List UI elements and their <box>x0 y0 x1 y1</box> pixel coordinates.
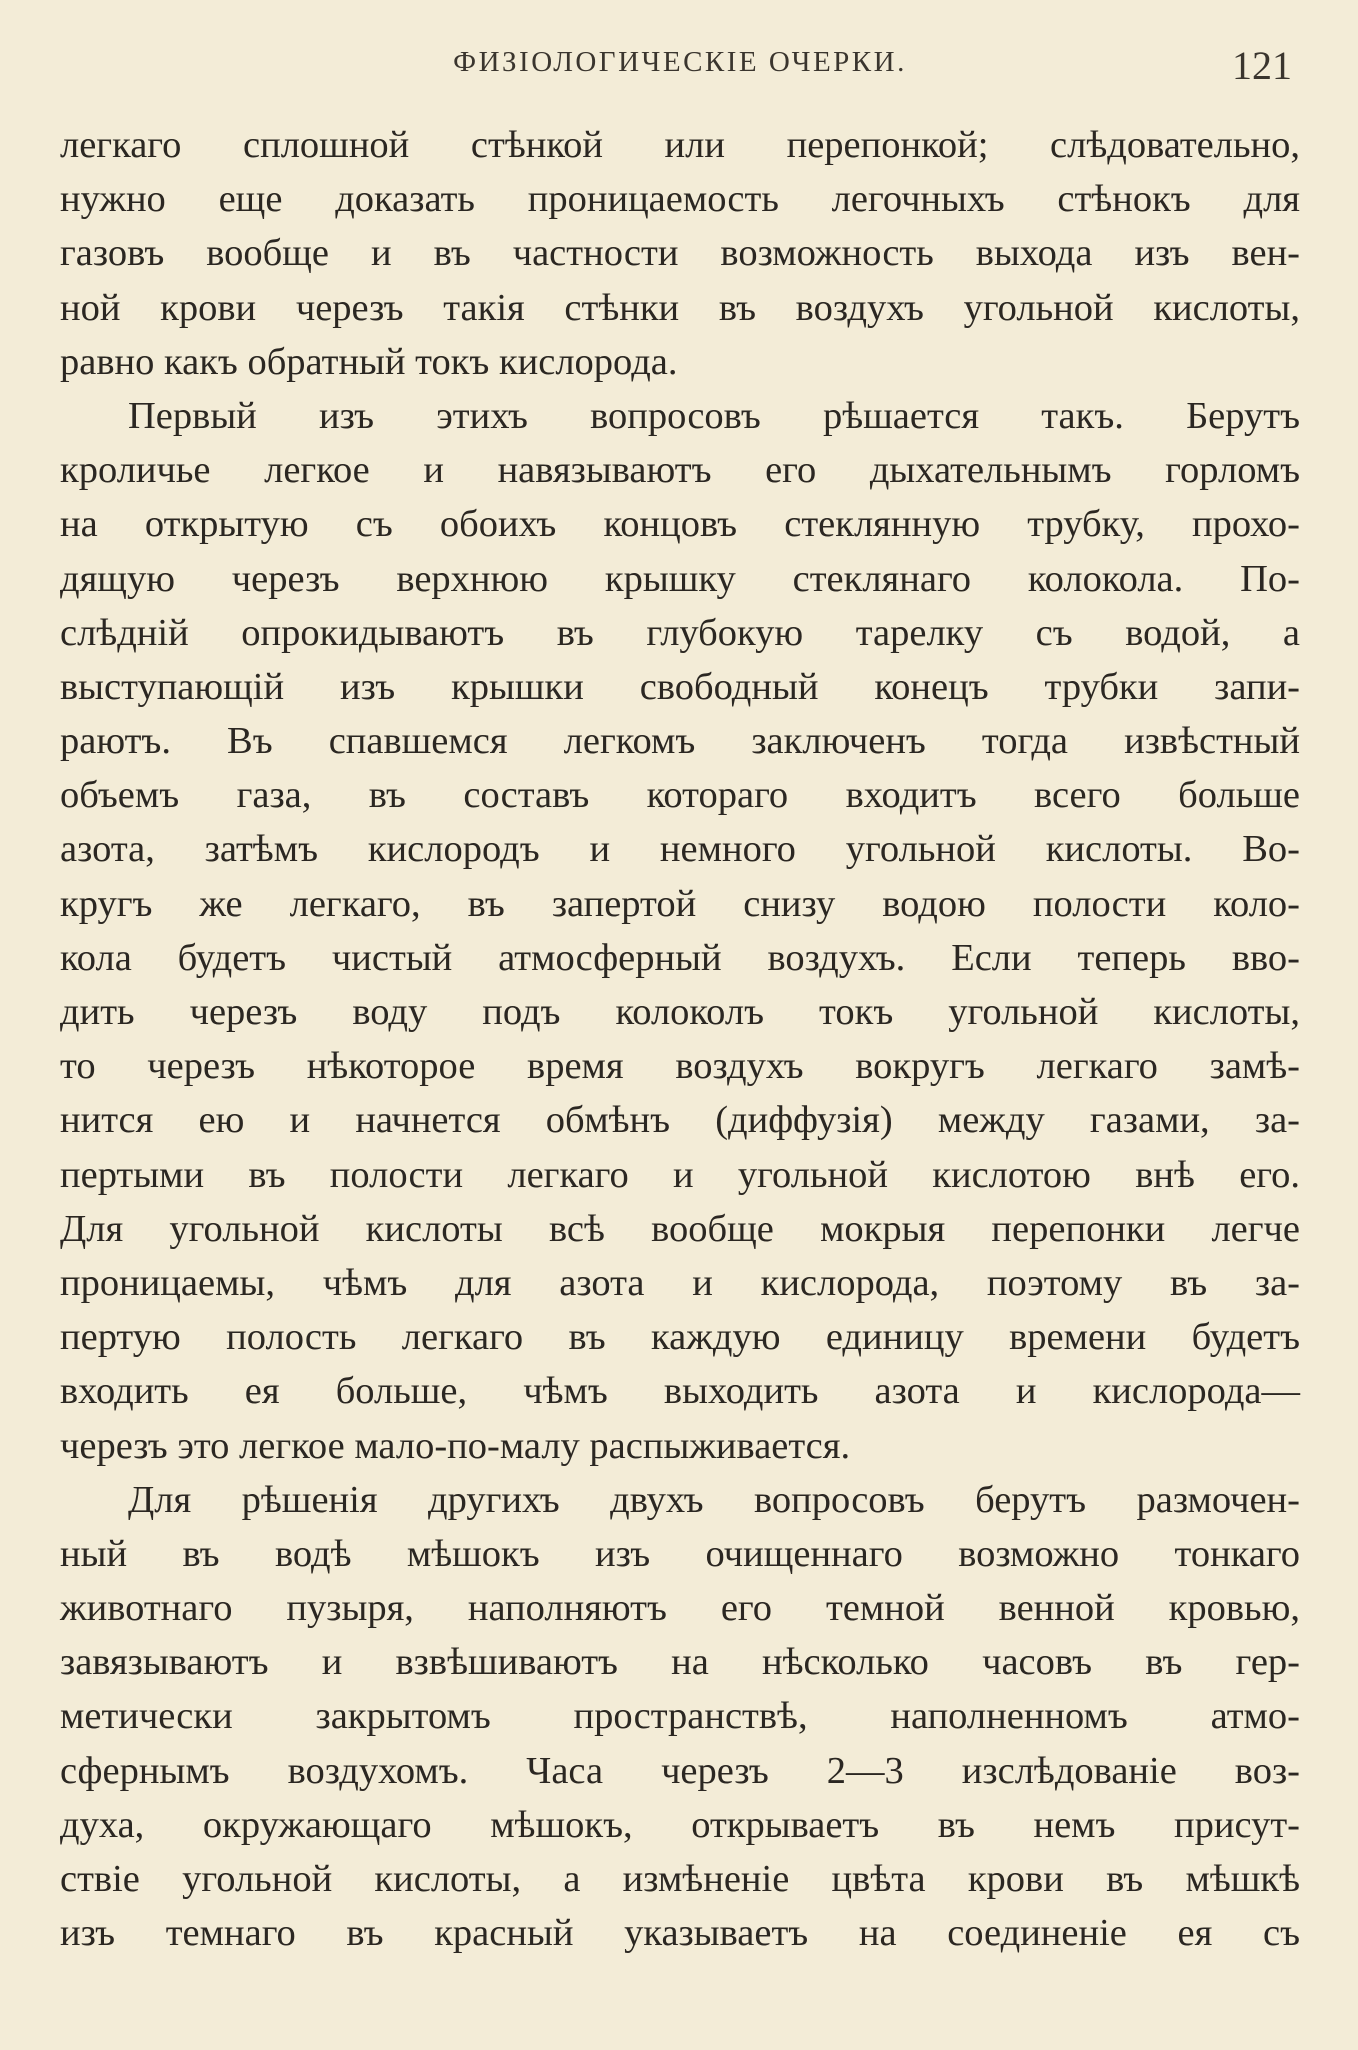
text-line: нится ею и начнется обмѣнъ (диффузiя) между газами, за- <box>60 1099 1300 1142</box>
page-number: 121 <box>1232 43 1292 88</box>
text-line: пертую полость легкаго въ каждую единицу времени будетъ <box>60 1316 1300 1359</box>
text-line: кроличье легкое и навязываютъ его дыхательнымъ горломъ <box>60 449 1300 492</box>
text-line: равно какъ обратный токъ кислорода. <box>60 340 678 383</box>
text-line: на открытую съ обоихъ концовъ стеклянную трубку, прохо- <box>60 503 1300 546</box>
text-line: проницаемы, чѣмъ для азота и кислорода, поэтому въ за- <box>60 1261 1300 1304</box>
text-line: выступающiй изъ крышки свободный конецъ трубки запи- <box>60 665 1300 708</box>
text-line: завязываютъ и взвѣшиваютъ на нѣсколько часовъ въ гер- <box>60 1641 1300 1684</box>
text-line: легкаго сплошной стѣнкой или перепонкой; слѣдовательно, <box>60 124 1300 166</box>
text-line: объемъ газа, въ составъ котораго входитъ всего больше <box>60 774 1300 817</box>
text-line: ствiе угольной кислоты, а измѣненiе цвѣта крови въ мѣшкѣ <box>60 1858 1300 1900</box>
running-title: ФИЗIОЛОГИЧЕСКIЕ ОЧЕРКИ. <box>453 46 907 78</box>
text-line: духа, окружающаго мѣшокъ, открываетъ въ немъ присут- <box>60 1803 1300 1846</box>
text-line: изъ темнаго въ красный указываетъ на соединенiе ея съ <box>60 1912 1300 1955</box>
text-line: ный въ водѣ мѣшокъ изъ очищеннаго возможно тонкаго <box>60 1532 1300 1575</box>
text-line: входить ея больше, чѣмъ выходить азота и кислорода— <box>60 1370 1300 1413</box>
text-line: нужно еще доказать проницаемость легочныхъ стѣнокъ для <box>60 178 1300 221</box>
text-line: слѣднiй опрокидываютъ въ глубокую тарелку съ водой, а <box>60 611 1300 654</box>
running-header <box>60 42 1300 92</box>
paragraph-start-line: Для рѣшенiя другихъ двухъ вопросовъ берутъ размочен- <box>128 1478 1300 1521</box>
text-line: метически закрытомъ пространствѣ, наполненномъ атмо- <box>60 1695 1300 1738</box>
text-line: ной крови черезъ такiя стѣнки въ воздухъ угольной кислоты, <box>60 286 1300 329</box>
text-line: пертыми въ полости легкаго и угольной кислотою внѣ его. <box>60 1153 1300 1196</box>
text-line: азота, затѣмъ кислородъ и немного угольной кислоты. Во- <box>60 828 1300 871</box>
text-line: Для угольной кислоты всѣ вообще мокрыя перепонки легче <box>60 1207 1300 1250</box>
text-line: кола будетъ чистый атмосферный воздухъ. Если теперь вво- <box>60 936 1300 979</box>
text-line: дящую черезъ верхнюю крышку стеклянаго колокола. По- <box>60 557 1300 600</box>
text-line: кругъ же легкаго, въ запертой снизу водою полости коло- <box>60 882 1300 925</box>
text-line: раютъ. Въ спавшемся легкомъ заключенъ тогда извѣстный <box>60 720 1300 763</box>
text-line: газовъ вообще и въ частности возможность выхода изъ вен- <box>60 232 1300 275</box>
text-line: черезъ это легкое мало-по-малу распыживается. <box>60 1424 851 1467</box>
paragraph-start-line: Первый изъ этихъ вопросовъ рѣшается такъ. Берутъ <box>128 394 1300 437</box>
body-text <box>60 118 1300 1960</box>
text-line: дить черезъ воду подъ колоколъ токъ угольной кислоты, <box>60 991 1300 1033</box>
text-line: то черезъ нѣкоторое время воздухъ вокругъ легкаго замѣ- <box>60 1045 1300 1088</box>
text-line: животнаго пузыря, наполняютъ его темной венной кровью, <box>60 1587 1300 1630</box>
text-line: сфернымъ воздухомъ. Часа черезъ 2—3 изслѣдованiе воз- <box>60 1749 1300 1792</box>
